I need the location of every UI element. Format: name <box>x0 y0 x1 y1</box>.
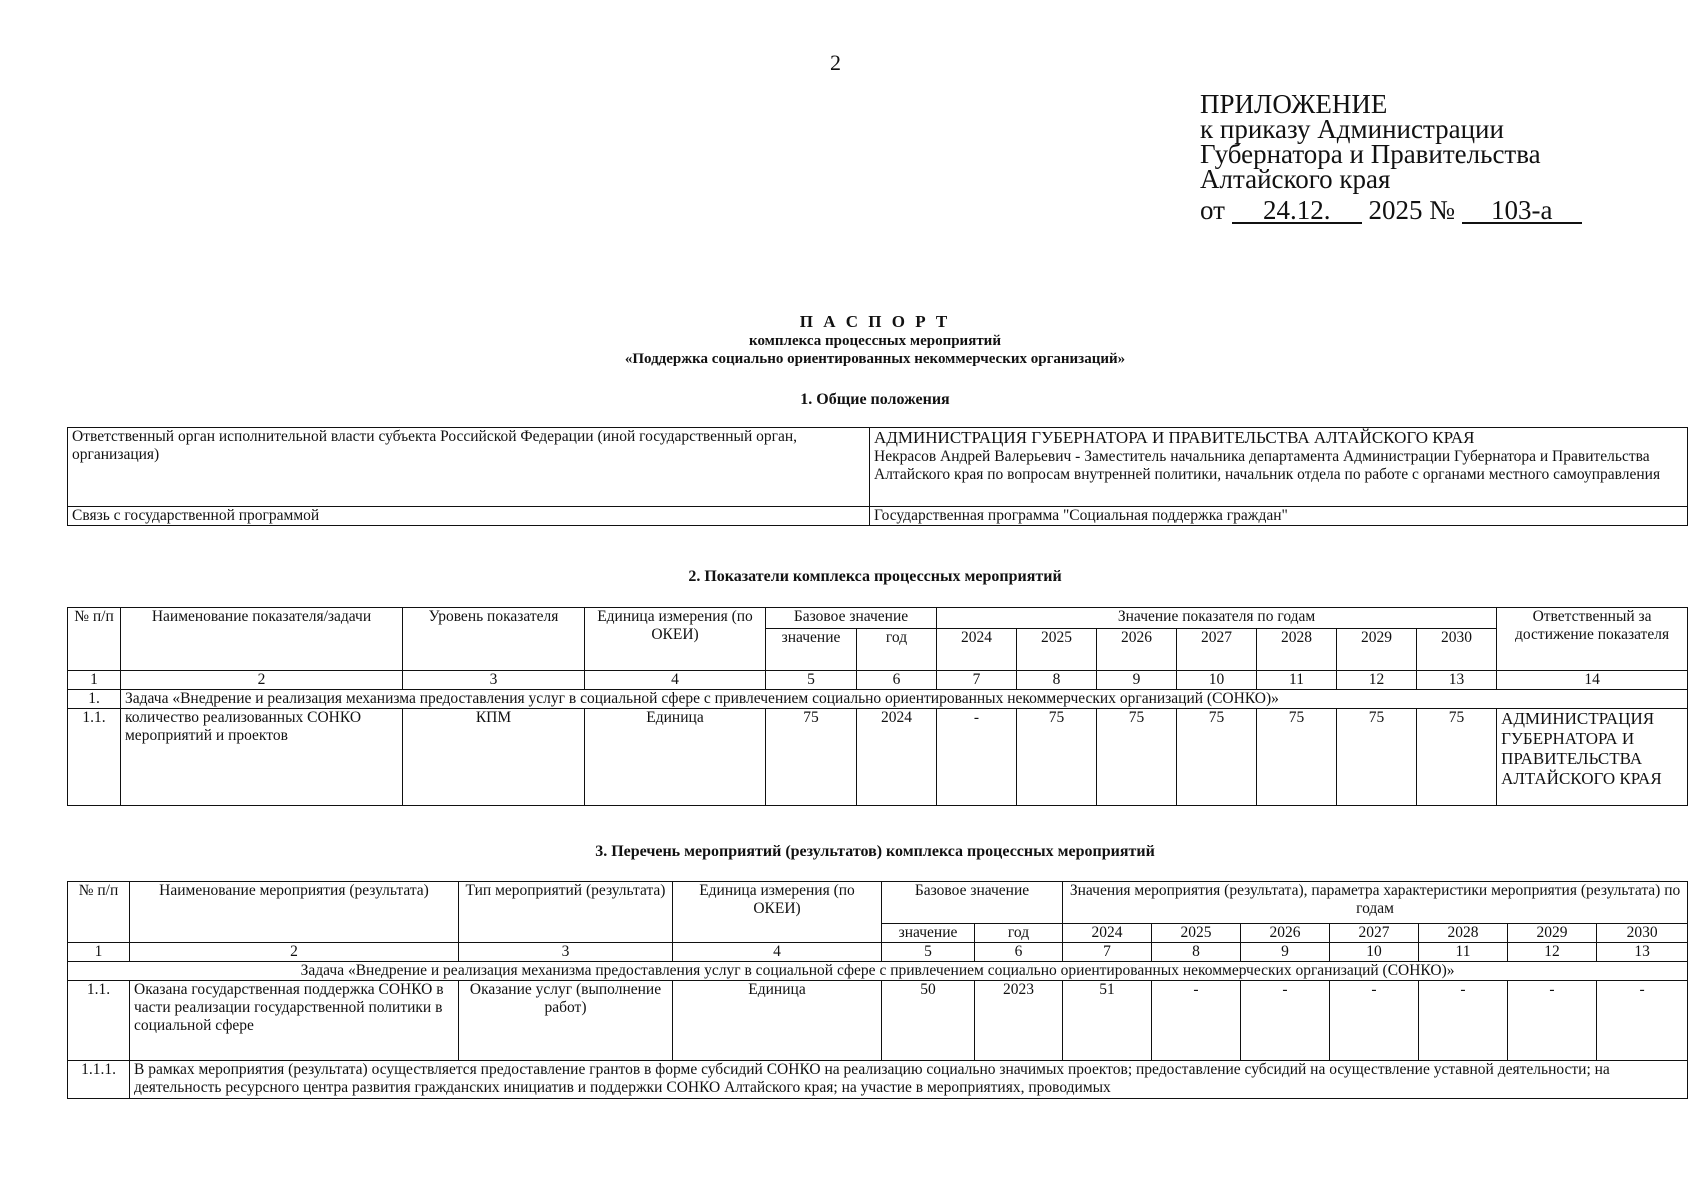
column-number: 8 <box>1152 943 1241 962</box>
base-year: 2023 <box>975 981 1063 1061</box>
responsible-org: АДМИНИСТРАЦИЯ ГУБЕРНАТОРА И ПРАВИТЕЛЬСТВА АЛТАЙСКОГО КРАЯ <box>874 428 1475 447</box>
year-value: - <box>1152 981 1241 1061</box>
appendix-title: ПРИЛОЖЕНИЕ <box>1200 89 1388 119</box>
table-row <box>68 428 1688 507</box>
table-row <box>68 507 1688 526</box>
header-unit: Единица измерения (по ОКЕИ) <box>673 882 882 943</box>
responsible-cell: АДМИНИСТРАЦИЯ ГУБЕРНАТОРА И ПРАВИТЕЛЬСТВА АЛТАЙСКОГО КРАЯ <box>1497 709 1688 806</box>
column-number: 3 <box>459 943 673 962</box>
column-number: 13 <box>1597 943 1688 962</box>
task-row <box>68 690 1688 709</box>
header-base-year: год <box>975 924 1063 943</box>
column-number: 14 <box>1497 671 1688 690</box>
year-value: 51 <box>1063 981 1152 1061</box>
header-year: 2024 <box>937 629 1017 671</box>
header-year: 2029 <box>1508 924 1597 943</box>
indicator-name: количество реализованных СОНКО мероприятий и проектов <box>121 709 403 806</box>
header-year: 2024 <box>1063 924 1152 943</box>
column-number: 1 <box>68 671 121 690</box>
order-number: 103-а <box>1462 198 1582 224</box>
subrow-num: 1.1.1. <box>68 1061 130 1099</box>
column-number: 6 <box>975 943 1063 962</box>
column-number: 7 <box>937 671 1017 690</box>
activity-type: Оказание услуг (выполнение работ) <box>459 981 673 1061</box>
column-number: 10 <box>1177 671 1257 690</box>
header-responsible: Ответственный за достижение показателя <box>1497 608 1688 671</box>
row-num: 1.1. <box>68 709 121 806</box>
indicator-level: КПМ <box>403 709 585 806</box>
appendix-date-line <box>1200 195 1582 225</box>
page-number: 2 <box>830 50 841 75</box>
indicators-table <box>67 607 1688 806</box>
header-year: 2028 <box>1257 629 1337 671</box>
base-value: 50 <box>882 981 975 1061</box>
column-number: 12 <box>1337 671 1417 690</box>
general-info-table <box>67 427 1688 526</box>
column-number: 7 <box>1063 943 1152 962</box>
column-number: 2 <box>121 671 403 690</box>
header-unit: Единица измерения (по ОКЕИ) <box>585 608 766 671</box>
subrow-text: В рамках мероприятия (результата) осуществляется предоставление грантов в форме субсидий СОНКО на реализацию социально значимых проектов; предоставление субсидий на осуществление уставной деятельности; на деятельность ресурсного центра развития гражданских инициатив и поддержки СОНКО Алтайского края; на участие в мероприятиях, проводимых <box>130 1061 1688 1099</box>
header-base-value: значение <box>882 924 975 943</box>
header-num: № п/п <box>68 882 130 943</box>
column-number: 2 <box>130 943 459 962</box>
order-year: 2025 № <box>1368 195 1455 225</box>
column-number: 9 <box>1097 671 1177 690</box>
table-header-row <box>68 608 1688 629</box>
column-number-row <box>68 671 1688 690</box>
year-value: 75 <box>1417 709 1497 806</box>
column-number: 1 <box>68 943 130 962</box>
header-year: 2026 <box>1241 924 1330 943</box>
header-name: Наименование показателя/задачи <box>121 608 403 671</box>
indicator-unit: Единица <box>585 709 766 806</box>
order-date: 24.12. <box>1232 198 1362 224</box>
date-prefix: от <box>1200 195 1225 225</box>
header-base-year: год <box>857 629 937 671</box>
year-value: 75 <box>1257 709 1337 806</box>
year-value: - <box>1419 981 1508 1061</box>
column-number: 5 <box>766 671 857 690</box>
header-base: Базовое значение <box>882 882 1063 924</box>
section2-heading: 2. Показатели комплекса процессных мероприятий <box>688 568 1062 585</box>
header-by-years: Значение показателя по годам <box>937 608 1497 629</box>
year-value: - <box>1597 981 1688 1061</box>
passport-subtitle: комплекса процессных мероприятий <box>749 333 1001 349</box>
table-header-row <box>68 882 1688 924</box>
table-row <box>68 709 1688 806</box>
column-number: 11 <box>1419 943 1508 962</box>
task-num: 1. <box>68 690 121 709</box>
activity-unit: Единица <box>673 981 882 1061</box>
passport-title-block <box>0 312 1696 368</box>
year-value: - <box>1508 981 1597 1061</box>
header-year: 2030 <box>1417 629 1497 671</box>
appendix-line: Губернатора и Правительства <box>1200 139 1541 169</box>
header-year: 2025 <box>1017 629 1097 671</box>
activities-table <box>67 881 1688 1099</box>
header-num: № п/п <box>68 608 121 671</box>
header-by-years: Значения мероприятия (результата), параметра характеристики мероприятия (результата) по годам <box>1063 882 1688 924</box>
column-number: 9 <box>1241 943 1330 962</box>
column-number: 4 <box>673 943 882 962</box>
header-year: 2027 <box>1330 924 1419 943</box>
header-type: Тип мероприятий (результата) <box>459 882 673 943</box>
appendix-line: Алтайского края <box>1200 164 1391 194</box>
column-number: 4 <box>585 671 766 690</box>
column-number: 3 <box>403 671 585 690</box>
section1-heading: 1. Общие положения <box>800 391 950 408</box>
row-num: 1.1. <box>68 981 130 1061</box>
column-number: 12 <box>1508 943 1597 962</box>
activity-name: Оказана государственная поддержка СОНКО в части реализации государственной политики в социальной сфере <box>130 981 459 1061</box>
base-value: 75 <box>766 709 857 806</box>
header-year: 2027 <box>1177 629 1257 671</box>
header-year: 2030 <box>1597 924 1688 943</box>
header-year: 2025 <box>1152 924 1241 943</box>
column-number: 13 <box>1417 671 1497 690</box>
base-year: 2024 <box>857 709 937 806</box>
general-label: Связь с государственной программой <box>68 507 870 526</box>
column-number: 5 <box>882 943 975 962</box>
appendix-block <box>1200 89 1582 225</box>
column-number: 8 <box>1017 671 1097 690</box>
general-value <box>870 428 1688 507</box>
year-value: 75 <box>1337 709 1417 806</box>
task-row <box>68 962 1688 981</box>
year-value: 75 <box>1097 709 1177 806</box>
year-value: 75 <box>1177 709 1257 806</box>
responsible-person: Некрасов Андрей Валерьевич - Заместитель начальника департамента Администрации Губернатора и Правительства Алтайского края по вопросам внутренней политики, начальник отдела по работе с органами местного самоуправления <box>874 448 1661 483</box>
column-number-row <box>68 943 1688 962</box>
header-base-value: значение <box>766 629 857 671</box>
general-value: Государственная программа "Социальная поддержка граждан" <box>870 507 1688 526</box>
column-number: 6 <box>857 671 937 690</box>
passport-name: «Поддержка социально ориентированных некоммерческих организаций» <box>624 351 1126 367</box>
appendix-line: к приказу Администрации <box>1200 114 1504 144</box>
header-level: Уровень показателя <box>403 608 585 671</box>
year-value: - <box>937 709 1017 806</box>
year-value: 75 <box>1017 709 1097 806</box>
year-value: - <box>1241 981 1330 1061</box>
column-number: 11 <box>1257 671 1337 690</box>
task-text: Задача «Внедрение и реализация механизма предоставления услуг в социальной сфере с привлечением социально ориентированных некоммерческих организаций (СОНКО)» <box>121 690 1688 709</box>
header-year: 2026 <box>1097 629 1177 671</box>
section3-heading: 3. Перечень мероприятий (результатов) комплекса процессных мероприятий <box>595 843 1155 860</box>
task-text: Задача «Внедрение и реализация механизма предоставления услуг в социальной сфере с привлечением социально ориентированных некоммерческих организаций (СОНКО)» <box>68 962 1688 981</box>
table-row <box>68 1061 1688 1099</box>
general-label: Ответственный орган исполнительной власти субъекта Российской Федерации (иной государственный орган, организация) <box>68 428 870 507</box>
table-row <box>68 981 1688 1061</box>
column-number: 10 <box>1330 943 1419 962</box>
header-year: 2028 <box>1419 924 1508 943</box>
header-base: Базовое значение <box>766 608 937 629</box>
year-value: - <box>1330 981 1419 1061</box>
header-name: Наименование мероприятия (результата) <box>130 882 459 943</box>
passport-title: П А С П О Р Т <box>799 312 951 331</box>
header-year: 2029 <box>1337 629 1417 671</box>
